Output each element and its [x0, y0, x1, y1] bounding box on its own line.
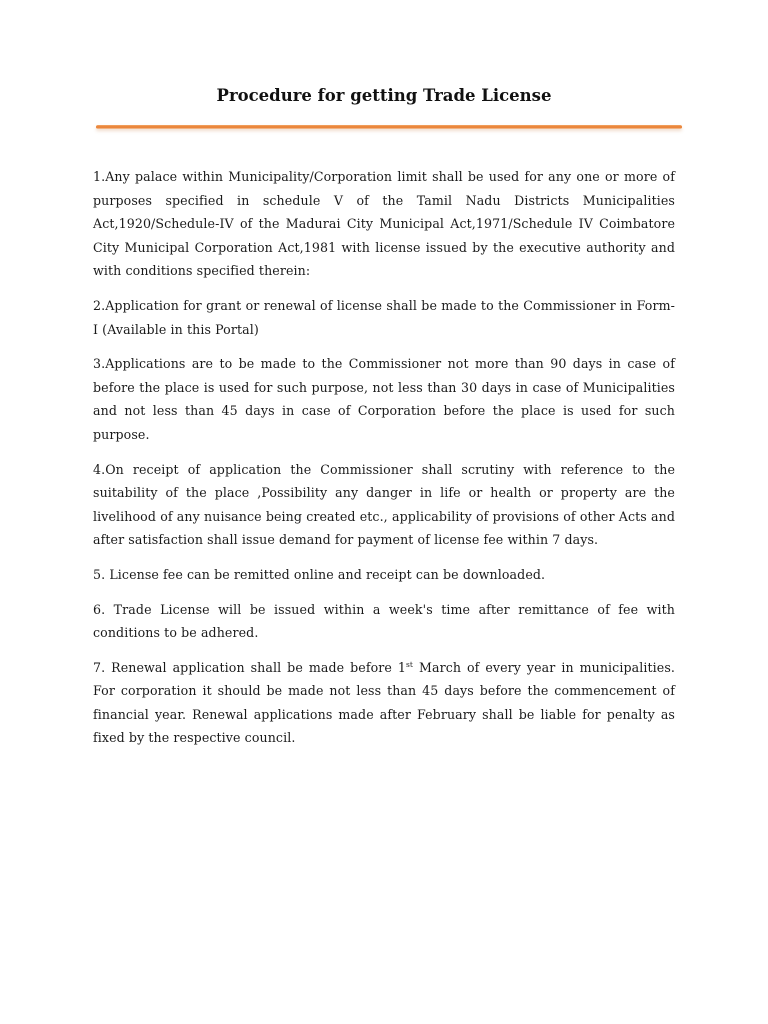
document-title: Procedure for getting Trade License — [216, 86, 552, 105]
paragraph-4: 4.On receipt of application the Commissioner shall scrutiny with reference to the suitability of the place ,Possibility any danger in life or health or property are the livelihood of any nuisance being created etc., applicability of provisions of other Acts and after satisfaction shall issue demand for payment of license fee within 7 days. — [93, 461, 675, 548]
paragraph-7 — [93, 656, 675, 750]
document-body — [93, 165, 675, 761]
paragraph-7-rest: March of every year in municipalities. For corporation it should be made not less than 45 days before the commencement of financial year. Renewal applications made after February shall be liable for penalty as fixed by the respective council. — [93, 659, 675, 746]
paragraph-1: 1.Any palace within Municipality/Corporation limit shall be used for any one or more of purposes specified in schedule V of the Tamil Nadu Districts Municipalities Act,1920/Schedule-IV of the Madurai City Municipal Act,1971/Schedule IV Coimbatore City Municipal Corporation Act,1981 with license issued by the executive authority and with conditions specified therein: — [93, 169, 675, 279]
paragraph-3: 3.Applications are to be made to the Commissioner not more than 90 days in case of before the place is used for such purpose, not less than 30 days in case of Municipalities and not less than 45 days in case of Corporation before the place is used for such purpose. — [93, 356, 675, 442]
paragraph-6: 6. Trade License will be issued within a week's time after remittance of fee with conditions to be adhered. — [93, 601, 675, 641]
ordinal-superscript: st — [405, 659, 414, 669]
title-underline-rule — [96, 125, 682, 129]
paragraph-2: 2.Application for grant or renewal of license shall be made to the Commissioner in Form-I (Available in this Portal) — [93, 297, 675, 337]
paragraph-7-start: 7. Renewal application shall be made before 1 — [93, 659, 406, 675]
paragraph-5: 5. License fee can be remitted online and receipt can be downloaded. — [93, 566, 546, 582]
